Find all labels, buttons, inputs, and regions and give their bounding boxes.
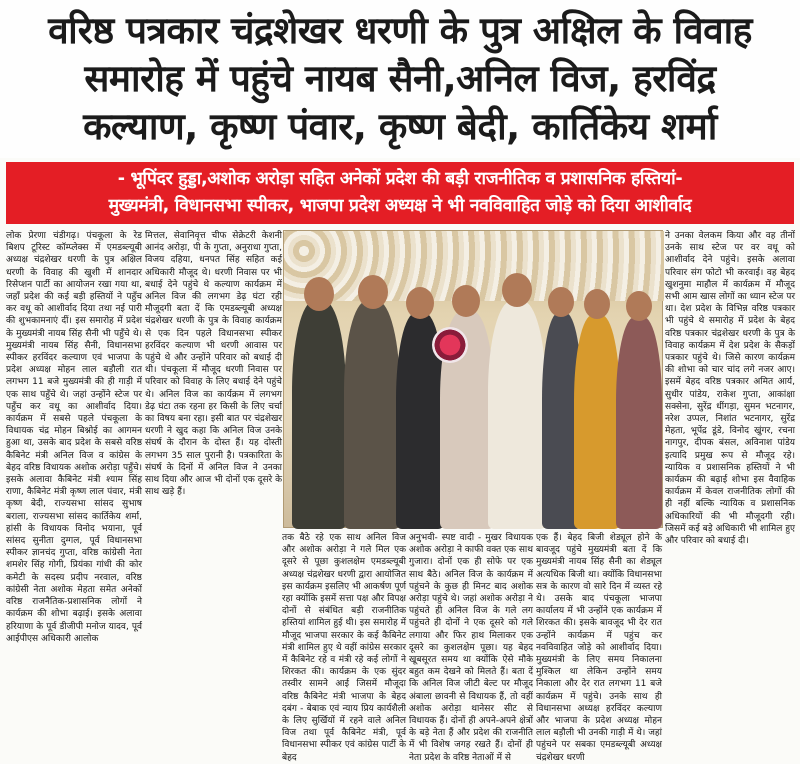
photo-person-8-head <box>626 291 652 321</box>
right-column-text: ने उनका वेलकम किया और वह तीनों उनके साथ स्टेज पर वर वधू को आशीर्वाद देने पहुंचे। इसके अलावा परिवार संग फोटो भी करवाई। वह बेहद खुशनुमा माहौल में कार्यक्रम में मौजूद सभी आम खास लोगों का ध्यान स्टेज पर था। देश प्रदेश के विभिन्न वरिष्ठ पत्रकार भी पहुंचे थे समारोह में प्रदेश के बेहद वरिष्ठ पत्रकार चंद्रशेखर धरणी के पुत्र के विवाह कार्यक्रम में देश प्रदेश के सैकड़ों पत्रकार पहुंचे थे। जिसे कारण कार्यक्रम की शोभा को चार चांद लगे नजर आए। इसमें बेहद वरिष्ठ पत्रकार अमित आर्य, सुधीर पांडेय, राकेश गुप्ता, आकांक्षा सक्सेना, सुरेंद्र धींगड़ा, सुमन भटनागर, नरेश उप्पल, निशांत भटनागर, सुरेंद्र मेहता, भूपेंद्र डूंडे, विनोद खुंगर, रचना नागपुर, दीपक बंसल, अविनाश पांडेय इत्यादि प्रमुख रूप से मौजूद रहे। न्यायिक व प्रशासनिक हस्तियों ने भी कार्यक्रम की बढ़ाई शोभा इस वैवाहिक कार्यक्रम में केवल राजनीतिक लोगों की ही नहीं बल्कि न्यायिक व प्रशासनिक अधिकारियों की भी मौजूदगी रही। जिसमें कई बड़े अधिकारी भी शामिल हुए और परिवार को बधाई दी। <box>665 231 795 547</box>
photo-person-5-head <box>502 273 532 307</box>
banner-line-2: मुख्यमंत्री, विधानसभा स्पीकर, भाजपा प्रदेश अध्यक्ष ने भी नवविवाहित जोड़े को दिया आशीर्वाद <box>108 196 692 216</box>
column-2-text: मित्तल, सेवानिवृत्त चीफ सेक्रेटरी केशनी आनंद अरोड़ा, पी के गुप्ता, अनुराधा गुप्ता, विजय दहिया, धनपत सिंह सहित कई अधिकारी मौजूद थे। धरणी निवास पर भी बधाई देने पहुंचे थे कल्याण कार्यक्रम में अनिल विज की लगभग डेढ़ घंटा रही मौजूदगी बता दें कि एमडब्ल्यूबी अध्यक्ष चंद्रशेखर धरणी के पुत्र के विवाह कार्यक्रम से एक दिन पहले विधानसभा स्पीकर हरविंदर कल्याण भी धरणी आवास पर पहुंचे थे और उन्होंने परिवार को बधाई दी थी। पंचकूला में मौजूद धरणी निवास पर परिवार को विवाह के लिए बधाई देने पहुंचे थे। अनिल विज का कार्यक्रम में लगभग डेढ़ घंटा तक रहना हर किसी के लिए चर्चा का विषय बना रहा। इसी बात पर चंद्रशेखर धरणी ने खुद कहा कि अनिल विज उनके संघर्ष के दौरान के दोस्त हैं। यह दोस्ती लगभग 35 साल पुरानी है। पत्रकारिता के संघर्ष के दिनों में अनिल विज ने उनका साथ दिया और आज भी दोनों एक दूसरे के साथ खड़े हैं। <box>145 231 282 498</box>
headline-line-1: वरिष्ठ पत्रकार चंद्रशेखर धरणी के पुत्र अक्षिल के विवाह <box>48 9 752 52</box>
bottom-column-2-text: अनुभवी- स्पष्ट वादी - मुखर विधायक अशोक अरोड़ा ने काफी वक्त एक साथ गुजारा। दोनों एक ही सोफे पर एक साथ बैठे। अनिल विज के कार्यक्रम में पहुंचने के कुछ ही मिनट बाद अशोक अरोड़ा पहुंचे थे। जहां अशोक अरोड़ा ने पहुंचते ही अनिल विज के गले लग पहुंचते ही दोनों ने एक दूसरे को गले लगाया और फिर हाथ मिलाकर एक दूसरे का कुशलक्षेम पूछा। यह बेहद खूबसूरत समय था क्योंकि ऐसे मौके बहुत कम देखने को मिलते हैं। बता दें कि अनिल विज जीटी बेल्ट पर मौजूद अंबाला छावनी से विधायक हैं, तो वहीं अशोक अरोड़ा थानेसर सीट से विधायक हैं। दोनों ही अपने-अपने क्षेत्रों के बड़े नेता हैं और प्रदेश की राजनीति में भी विशेष जगह रखते हैं। दोनों ही नेता प्रदेश के वरिष्ठ नेताओं में से <box>409 533 533 763</box>
article-column-right <box>665 230 795 746</box>
photo-person-1-head <box>304 277 334 311</box>
photo-person-2 <box>344 301 400 529</box>
headline-line-2: समारोह में पहुंचे नायब सैनी,अनिल विज, हरविंद्र <box>84 57 716 100</box>
photo-person-7 <box>574 315 620 529</box>
bottom-column-3-text: एक हैं। बेहद बिजी शेड्यूल होने के बावजूद पहुंचे मुख्यमंत्री बता दें कि मुख्यमंत्री नायब सिंह सैनी का शेड्यूल अत्यधिक बिजी था। क्योंकि विधानसभा सत्र के कारण वो सारे दिन में व्यस्त रहे थे। उसके बाद पंचकूला भाजपा कार्यालय में भी उन्होंने एक कार्यक्रम में शिरकत की। इसके बावजूद भी देर रात उन्होंने कार्यक्रम में पहुंच कर नवविवाहित जोड़े को आशीर्वाद दिया। मुख्यमंत्री के लिए समय निकालना मुश्किल था लेकिन उन्होंने समय निकाला और देर रात लगभग 11 बजे कार्यक्रम में पहुंचे। उनके साथ ही विधानसभा अध्यक्ष हरविंदर कल्याण और भाजपा के प्रदेश अध्यक्ष मोहन लाल बड़ौली भी उनकी गाड़ी में थे। जहां पहुंचने पर सबका एमडब्ल्यूबी अध्यक्ष चंद्रशेखर धरणी <box>536 533 662 763</box>
article-bottom-column-2 <box>409 532 533 763</box>
headline-line-3: कल्याण, कृष्ण पंवार, कृष्ण बेदी, कार्तिकेय शर्मा <box>83 105 717 148</box>
article-column-1 <box>6 230 142 746</box>
bottom-column-1-text: तक बैठे रहे एक साथ अनिल विज और अशोक अरोड़ा ने गले मिल एक दूसरे से पूछा कुशलक्षेम एमडब्ल्यूबी अध्यक्ष चंद्रशेखर धरणी द्वारा आयोजित इस कार्यक्रम इसलिए भी आकर्षण पूर्ण रहा क्योंकि इसमें सत्ता पक्ष और विपक्ष दोनों से संबंधित बड़ी राजनीतिक हस्तियां शामिल हुई थी। इस समारोह में मौजूद भाजपा सरकार के कई कैबिनेट मंत्री शामिल हुए थे वहीं कांग्रेस सरकार में कैबिनेट रहे व मंत्री रहे कई लोगों ने शिरकत की। कार्यक्रम के एक सुंदर तस्वीर सामने आई जिसमें मौजूदा वरिष्ठ कैबिनेट मंत्री भाजपा के बेहद दबंग - बेबाक एवं न्याय प्रिय कार्यशैली के लिए सुर्खियों में रहने वाले अनिल विज तथा पूर्व कैबिनेट मंत्री, पूर्व विधानसभा स्पीकर एवं कांग्रेस पार्टी के बेहद <box>282 533 406 763</box>
banner-line-1: - भूपिंदर हुड्डा,अशोक अरोड़ा सहित अनेकों प्रदेश की बड़ी राजनीतिक व प्रशासनिक हस्तियां- <box>117 169 683 189</box>
photo-person-1 <box>292 301 346 529</box>
article-column-2 <box>145 230 282 526</box>
photo-person-3-head <box>406 287 434 319</box>
article-bottom-column-3 <box>536 532 662 763</box>
photo-person-6-head <box>548 287 574 317</box>
photo-person-7-head <box>584 289 610 319</box>
photo-person-8 <box>616 317 662 529</box>
photo-person-2-head <box>358 275 388 309</box>
bouquet-icon <box>432 327 468 363</box>
column-1-text: लोक प्रेरणा चंडीगढ़। पंचकूला के रेड बिशप टूरिस्ट कॉम्प्लेक्स में एमडब्ल्यूबी अध्यक्ष चंद्रशेखर धरणी के पुत्र अक्षिल धरणी के विवाह की खुशी में शानदार रिसेप्शन पार्टी का आयोजन रखा गया था, जहाँ प्रदेश की कई बड़ी हस्तियों ने पहुँच कर वधू को आशीर्वाद दिया तथा नई पारी की शुभकामनाएं दीं। इस समारोह में प्रदेश के मुख्यमंत्री नायब सिंह सैनी भी पहुँचे थे। मुख्यमंत्री नायब सिंह सैनी, विधानसभा स्पीकर हरविंदर कल्याण एवं भाजपा के प्रदेश अध्यक्ष मोहन लाल बड़ौली रात लगभग 11 बजे मुख्यमंत्री की ही गाड़ी में एक साथ पहुँचे थे। जहां उन्होंने स्टेज पर पहुँच कर वधू का आशीर्वाद दिया। कार्यक्रम में सबसे पहले पंचकूला के विधायक चंद्र मोहन बिश्नोई का आगमन हुआ था, उसके बाद प्रदेश के सबसे वरिष्ठ कैबिनेट मंत्री अनिल विज व कांग्रेस के बेहद वरिष्ठ विधायक अशोक अरोड़ा पहुँचे। इसके अलावा कैबिनेट मंत्री श्याम सिंह राणा, कैबिनेट मंत्री कृष्ण लाल पंवार, मंत्री कृष्ण बेदी, राज्यसभा सांसद सुभाष बराला, राज्यसभा सांसद कार्तिकेय शर्मा, हांसी के विधायक विनोद भयाना, पूर्व सांसद सुनीता दुग्गल, पूर्व विधानसभा स्पीकर ज्ञानचंद गुप्ता, वरिष्ठ कांग्रेसी नेता शमशेर सिंह गोगी, प्रियंका गांधी की कोर कमेटी के सदस्य प्रदीप नरवाल, वरिष्ठ कांग्रेसी नेता अशोक मेहता समेत अनेकों वरिष्ठ राजनैतिक-प्रशासनिक लोगों ने कार्यक्रम की शोभा बढ़ाई। इसके अलावा हरियाणा के पूर्व डीजीपी मनोज यादव, पूर्व आईपीएस अधिकारी आलोक <box>6 231 142 644</box>
article-bottom-column-1 <box>282 532 406 763</box>
photo-bride-head <box>452 285 480 317</box>
wedding-photo <box>283 230 663 528</box>
subheadline-banner <box>6 162 794 224</box>
photo-person-5 <box>488 301 546 529</box>
headline <box>0 0 800 158</box>
